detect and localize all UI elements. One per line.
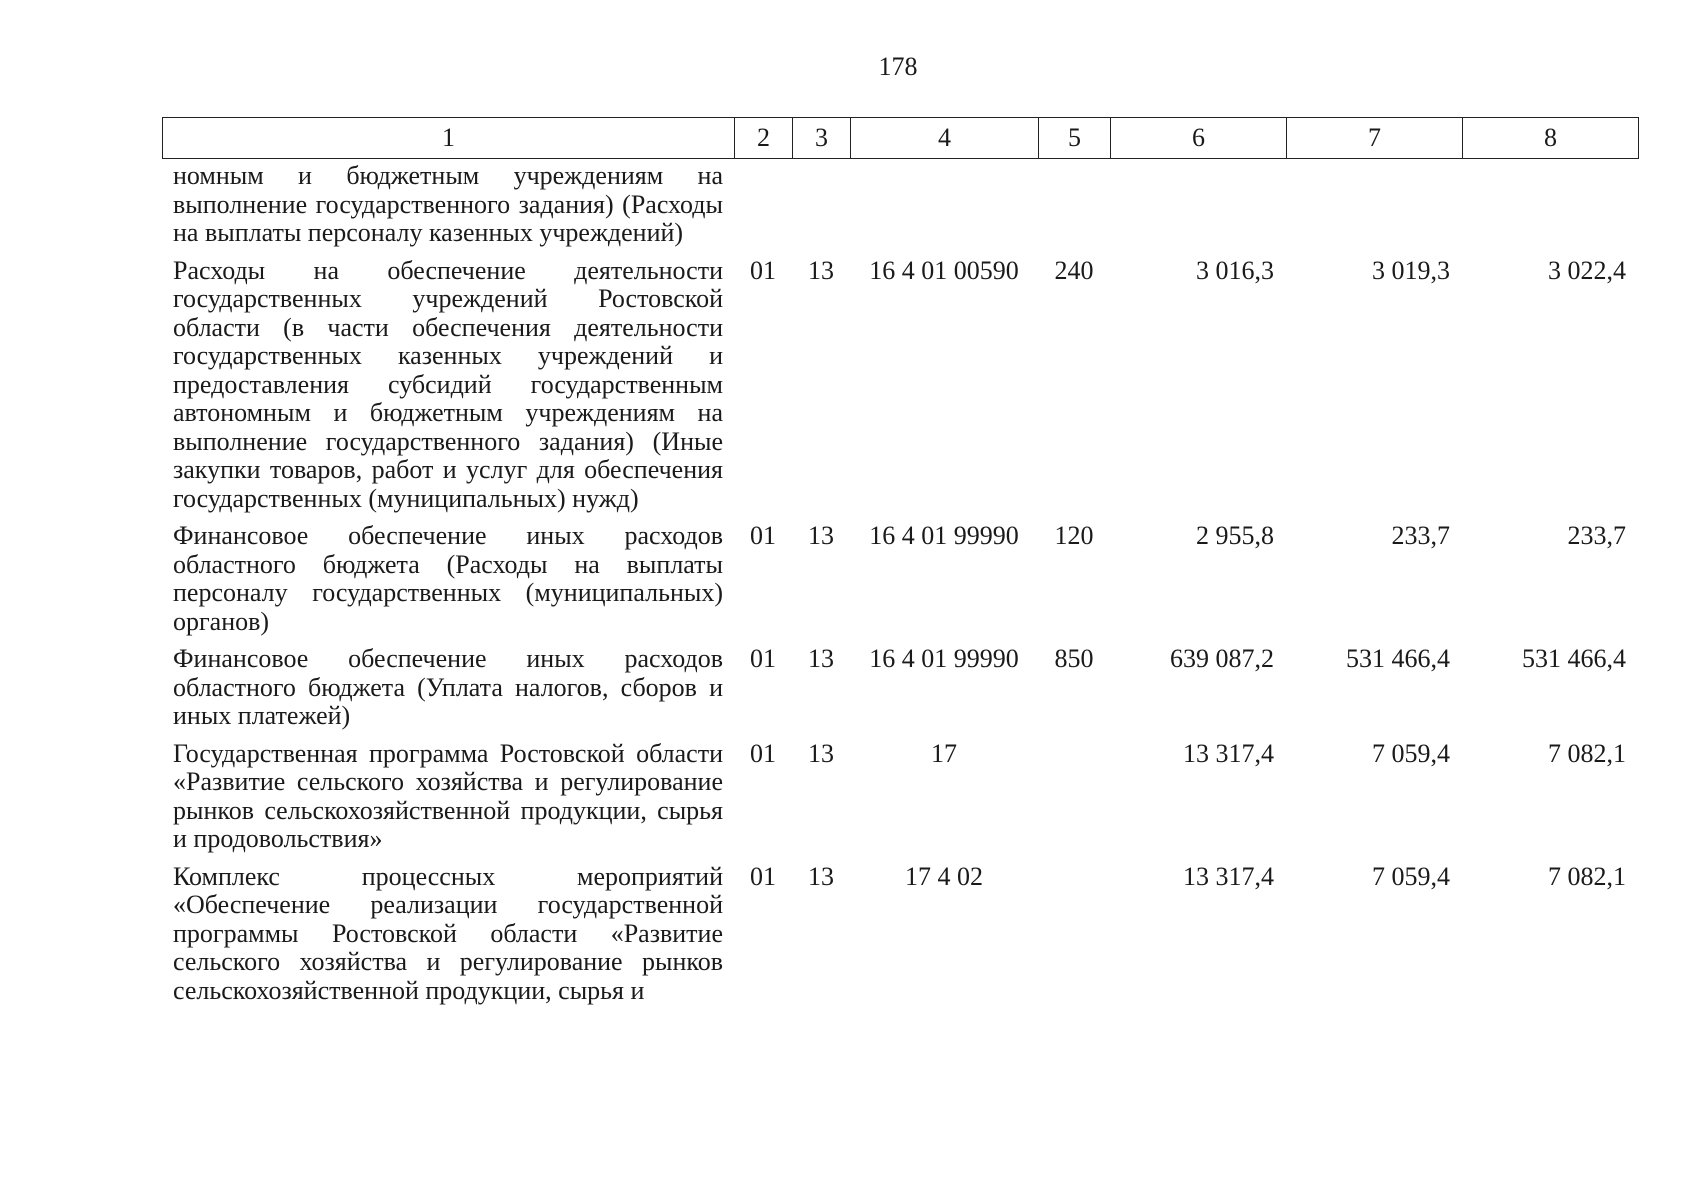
cell-amount-year-1: 2 955,8: [1196, 521, 1274, 550]
table-header: [162, 117, 1639, 159]
cell-amount-year-1: 3 016,3: [1196, 255, 1274, 285]
cell-expense-type: [1038, 162, 1110, 257]
cell-target-code: 17 4 02: [905, 861, 983, 891]
cell-expense-type: [1038, 863, 1110, 1015]
cell-amount-year-3: [1462, 162, 1638, 257]
cell-section: 01: [750, 738, 776, 768]
cell-amount-year-2: 3 019,3: [1372, 255, 1450, 285]
cell-expense-type: [1038, 740, 1110, 863]
cell-section: 01: [750, 861, 776, 891]
cell-subsection: 13: [808, 861, 834, 891]
table-row: [162, 863, 1638, 1015]
table-row: [162, 645, 1638, 740]
cell-subsection: [792, 162, 850, 257]
budget-table-body: [162, 162, 1638, 1014]
cell-target-code: [850, 162, 1038, 257]
table-row: [162, 740, 1638, 863]
page-number: 178: [878, 52, 918, 81]
cell-amount-year-3: 233,7: [1567, 521, 1626, 550]
column-header-1: 1: [163, 118, 735, 159]
cell-subsection: 13: [808, 738, 834, 768]
column-header-7: 7: [1287, 118, 1463, 159]
cell-target-code: 16 4 01 99990: [869, 521, 1019, 550]
cell-section: 01: [750, 644, 776, 673]
column-header-6: 6: [1111, 118, 1287, 159]
row-description: Финансовое обеспечение иных расходов областного бюджета (Уплата налогов, сборов и иных платежей): [173, 644, 723, 730]
cell-expense-type: 120: [1054, 521, 1094, 550]
row-description: Финансовое обеспечение иных расходов областного бюджета (Расходы на выплаты персоналу государственных (муниципальных) органов): [173, 521, 723, 636]
row-description: номным и бюджетным учреждениям на выполнение государственного задания) (Расходы на выплаты персоналу казенных учреждений): [173, 161, 723, 247]
row-description: Расходы на обеспечение деятельности государственных учреждений Ростовской области (в части обеспечения деятельности государственных казенных учреждений и предоставления субсидий государственным автономным и бюджетным учреждениям на выполнение государственного задания) (Иные закупки товаров, работ и услуг для обеспечения государственных (муниципальных) нужд): [173, 255, 723, 513]
cell-amount-year-2: [1286, 162, 1462, 257]
row-description: Государственная программа Ростовской области «Развитие сельского хозяйства и регулирование рынков сельскохозяйственной продукции, сырья и продовольствия»: [173, 738, 723, 853]
column-header-8: 8: [1463, 118, 1639, 159]
cell-amount-year-3: 7 082,1: [1548, 861, 1626, 891]
cell-expense-type: 850: [1054, 644, 1094, 673]
cell-amount-year-1: 13 317,4: [1183, 738, 1274, 768]
cell-target-code: 16 4 01 00590: [869, 255, 1019, 285]
cell-section: 01: [750, 255, 776, 285]
cell-amount-year-3: 531 466,4: [1522, 644, 1626, 673]
cell-subsection: 13: [808, 521, 834, 550]
cell-amount-year-3: 7 082,1: [1548, 738, 1626, 768]
column-header-4: 4: [851, 118, 1039, 159]
cell-amount-year-2: 7 059,4: [1372, 861, 1450, 891]
cell-section: [734, 162, 792, 257]
cell-amount-year-1: 639 087,2: [1170, 644, 1274, 673]
header-row: [163, 118, 1639, 159]
table-row: [162, 257, 1638, 523]
cell-amount-year-3: 3 022,4: [1548, 255, 1626, 285]
cell-amount-year-1: 13 317,4: [1183, 861, 1274, 891]
cell-amount-year-2: 7 059,4: [1372, 738, 1450, 768]
cell-section: 01: [750, 521, 776, 550]
cell-amount-year-2: 531 466,4: [1346, 644, 1450, 673]
table-row: [162, 162, 1638, 257]
cell-expense-type: 240: [1054, 255, 1094, 285]
cell-amount-year-2: 233,7: [1391, 521, 1450, 550]
column-header-3: 3: [793, 118, 851, 159]
cell-target-code: 17: [931, 738, 957, 768]
cell-subsection: 13: [808, 644, 834, 673]
cell-target-code: 16 4 01 99990: [869, 644, 1019, 673]
row-description: Комплекс процессных мероприятий «Обеспечение реализации государственной программы Ростовской области «Развитие сельского хозяйства и регулирование рынков сельскохозяйственной продукции, сырья и: [173, 861, 723, 1005]
column-header-2: 2: [735, 118, 793, 159]
cell-subsection: 13: [808, 255, 834, 285]
table-row: [162, 522, 1638, 645]
cell-amount-year-1: [1110, 162, 1286, 257]
column-header-5: 5: [1039, 118, 1111, 159]
